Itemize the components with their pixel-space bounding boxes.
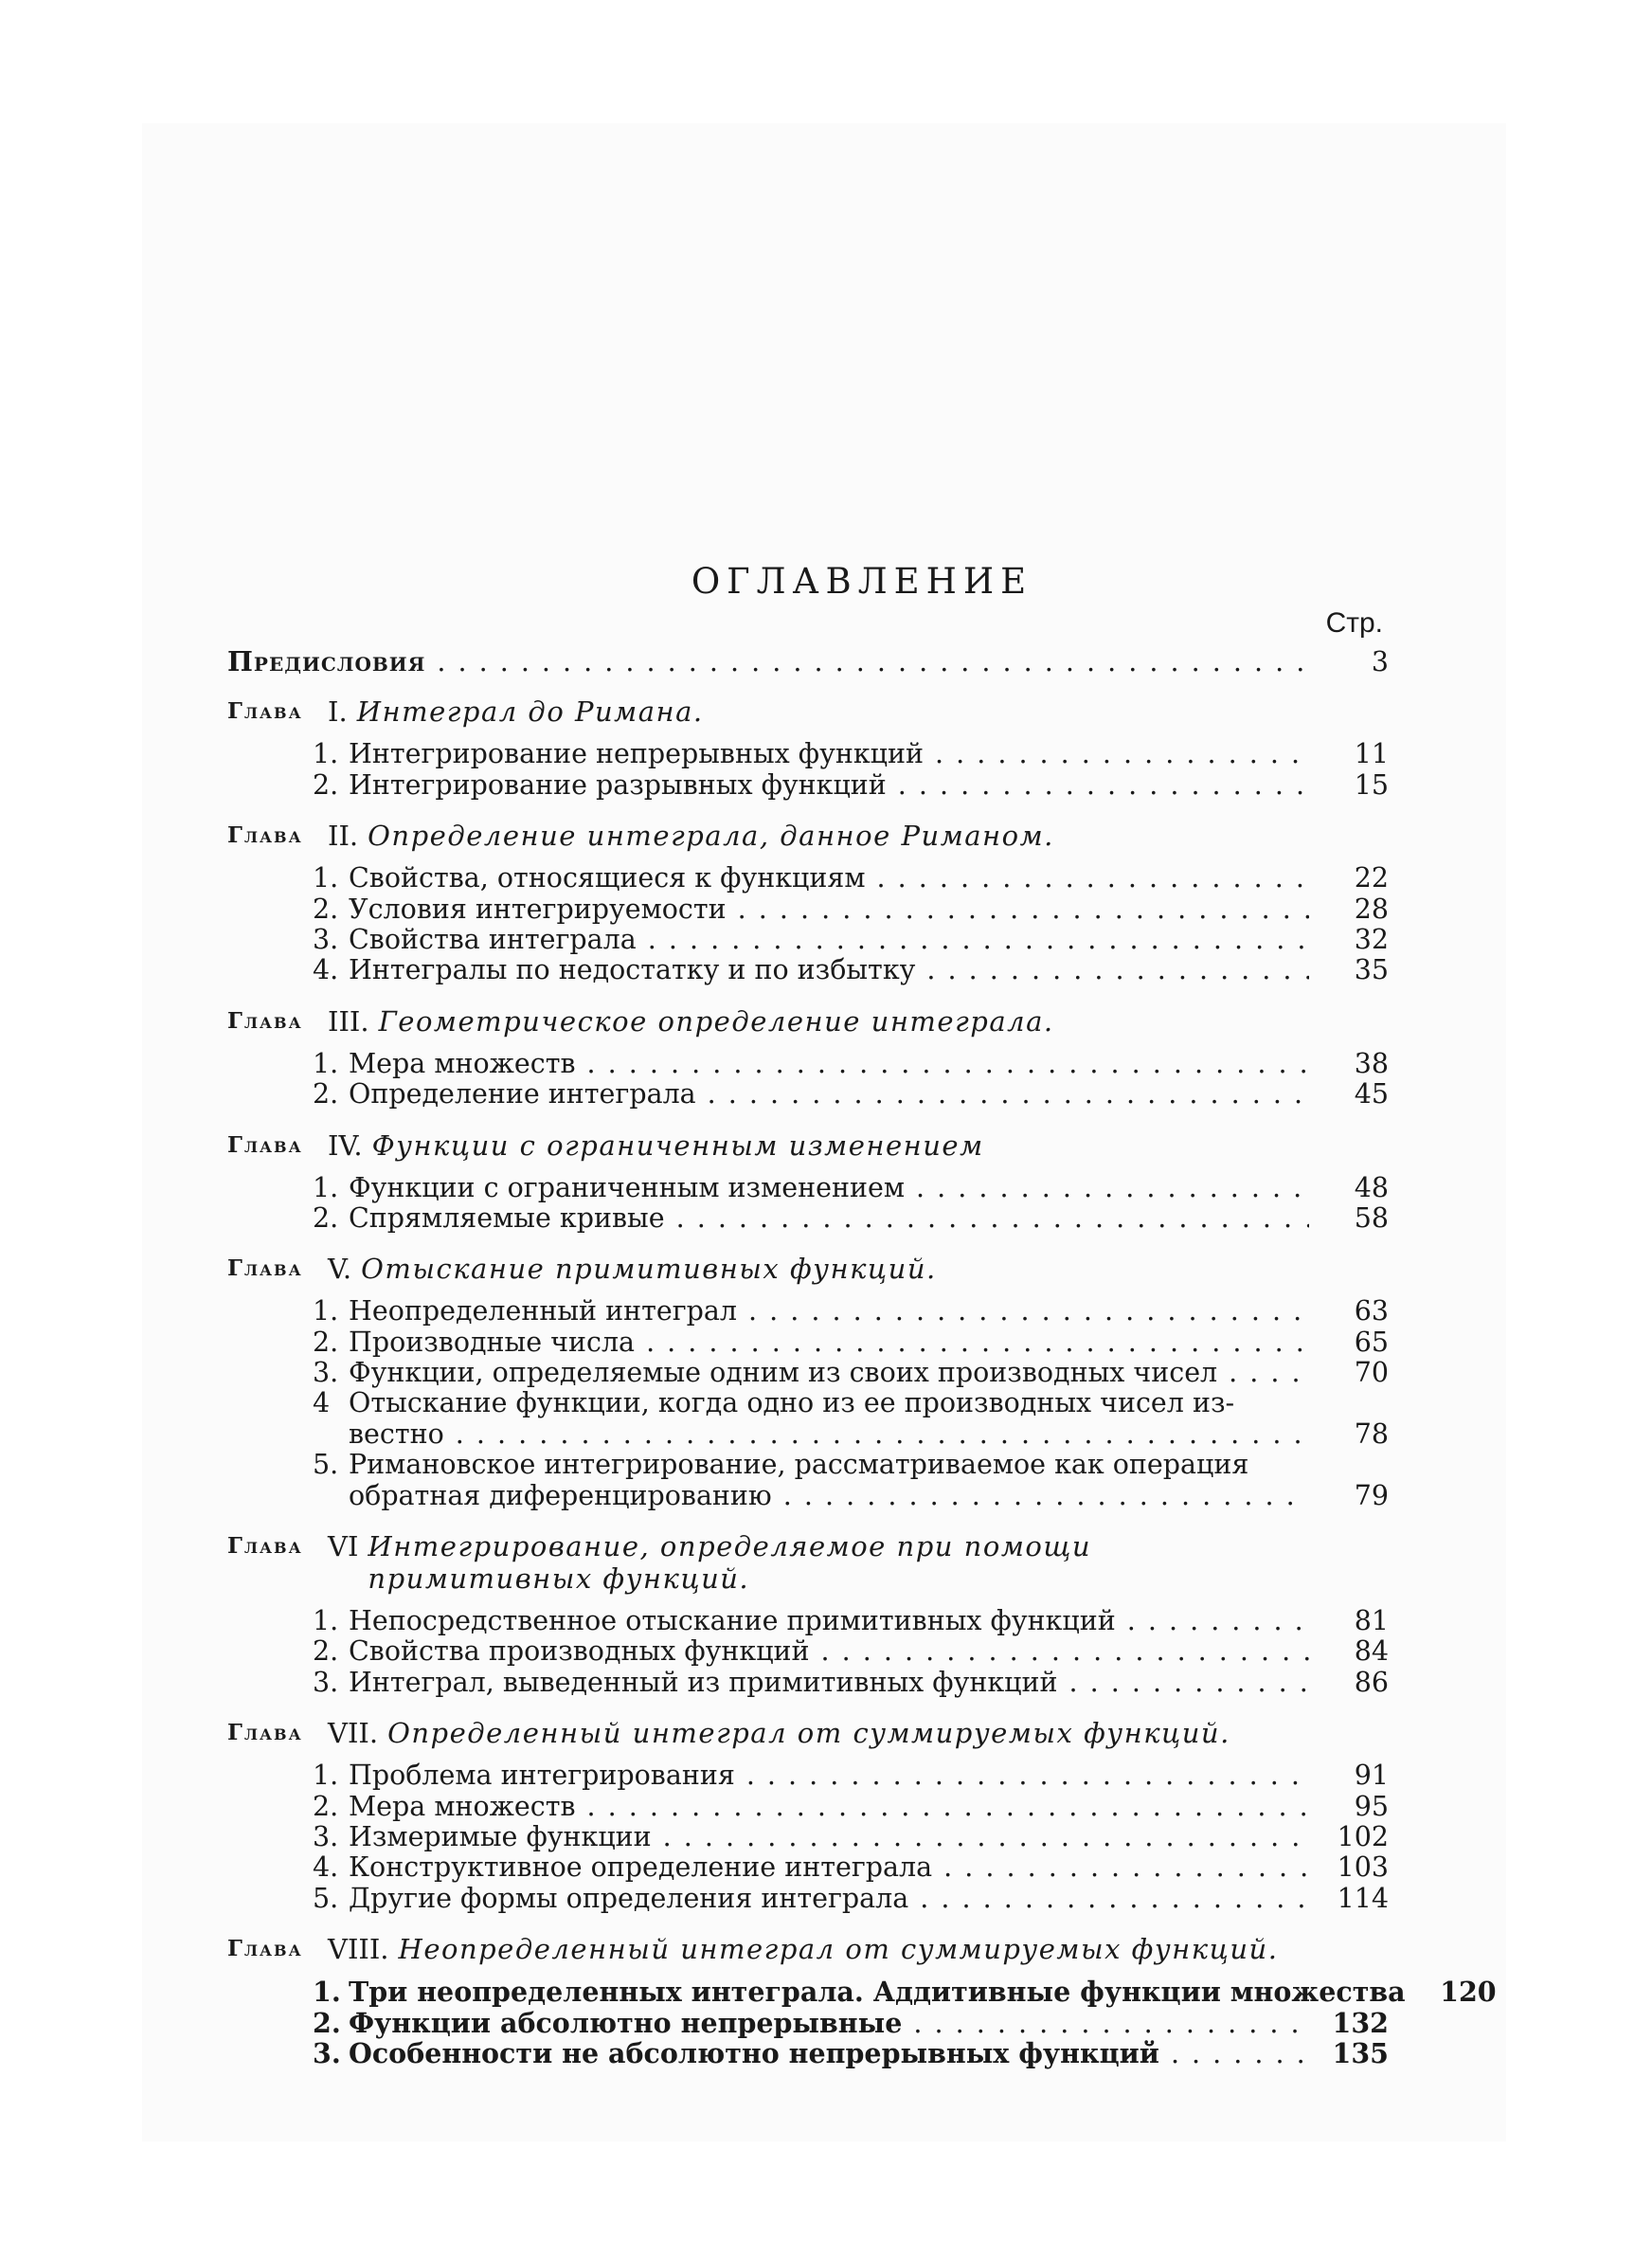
chapter-number: VI	[328, 1530, 359, 1563]
section-number: 2.	[313, 893, 339, 925]
section-number: 1.	[313, 1760, 339, 1792]
dot-leader	[1229, 1358, 1309, 1388]
page-column-label: Стр.	[1325, 607, 1383, 639]
chapter-word: Глава	[227, 1720, 303, 1746]
section-number: 2.	[313, 2006, 341, 2039]
section-number: 3.	[313, 1666, 339, 1698]
section-title: Измеримые функции	[349, 1820, 652, 1852]
section-title: Отыскание функции, когда одно из ее производных чисел из-	[349, 1387, 1235, 1419]
page-number: 38	[1354, 1047, 1389, 1079]
chapter-1	[227, 695, 1392, 801]
dot-leader	[587, 1792, 1309, 1822]
section-number: 5.	[313, 1882, 339, 1914]
chapter-title: Отыскание примитивных функций.	[361, 1253, 937, 1286]
toc-entry[interactable]	[227, 1884, 1392, 1914]
section-number: 1.	[313, 862, 339, 894]
chapter-word: Глава	[227, 1255, 303, 1282]
chapter-heading[interactable]	[227, 1253, 1392, 1285]
chapter-number: III.	[328, 1004, 369, 1038]
page-number: 91	[1354, 1760, 1389, 1792]
section-number: 1.	[313, 1605, 339, 1637]
toc-entry[interactable]	[227, 955, 1392, 985]
chapter-heading[interactable]	[227, 1530, 1392, 1595]
page-number: 120	[1440, 1976, 1497, 2009]
dot-leader	[437, 647, 1309, 677]
chapter-4	[227, 1129, 1392, 1235]
section-title: Римановское интегрирование, рассматриваемое как операция	[349, 1449, 1249, 1481]
toc-entry-wrapped-first-line[interactable]	[227, 1388, 1392, 1418]
toc-entry[interactable]	[227, 1296, 1392, 1327]
toc-entry-wrapped-second-line[interactable]	[227, 1419, 1392, 1450]
page-number: 114	[1337, 1882, 1389, 1914]
section-number: 1.	[313, 738, 339, 770]
page-number: 95	[1354, 1790, 1389, 1822]
chapter-title: Геометрическое определение интеграла.	[378, 1004, 1054, 1038]
page-title: ОГЛАВЛЕНИЕ	[691, 561, 1033, 602]
dot-leader	[920, 1884, 1309, 1914]
section-title: Функции с ограниченным изменением	[349, 1171, 906, 1203]
toc-entry[interactable]	[227, 1079, 1392, 1110]
toc-entry[interactable]	[227, 1792, 1392, 1822]
dot-leader	[913, 2009, 1309, 2039]
chapter-heading[interactable]	[227, 1717, 1392, 1749]
section-title: Производные числа	[349, 1326, 636, 1358]
chapter-word: Глава	[227, 822, 303, 849]
chapter-word: Глава	[227, 1007, 303, 1034]
section-title: Свойства производных функций	[349, 1635, 810, 1668]
chapter-title: Интеграл до Римана.	[356, 695, 704, 729]
dot-leader	[748, 1296, 1309, 1327]
chapter-heading[interactable]	[227, 1005, 1392, 1038]
toc-entry[interactable]	[227, 1358, 1392, 1388]
section-title: Три неопределенных интеграла. Аддитивные функции множества	[349, 1976, 1406, 2009]
toc-entry[interactable]	[227, 1327, 1392, 1358]
toc-entry[interactable]	[227, 925, 1392, 955]
toc-entry-wrapped-second-line[interactable]	[227, 1481, 1392, 1511]
section-number: 5.	[313, 1449, 339, 1481]
preface-label: Предисловия	[227, 645, 426, 677]
section-number: 2.	[313, 1635, 339, 1668]
chapter-8	[227, 1933, 1497, 2069]
section-title: Спрямляемые кривые	[349, 1201, 665, 1234]
toc-entry[interactable]	[227, 1976, 1497, 2009]
page-number: 132	[1332, 2006, 1389, 2039]
section-title: Интегралы по недостатку и по избытку	[349, 954, 916, 986]
dot-leader	[648, 925, 1309, 955]
section-number: 3.	[313, 2036, 341, 2069]
chapter-number: II.	[328, 820, 359, 853]
toc-entry[interactable]	[227, 770, 1392, 801]
chapter-heading[interactable]	[227, 1933, 1392, 1965]
dot-leader	[676, 1203, 1309, 1234]
page-number: 11	[1354, 738, 1389, 770]
dot-leader	[877, 863, 1310, 894]
section-number: 2.	[313, 1326, 339, 1358]
dot-leader	[935, 739, 1309, 769]
chapter-number: I.	[328, 695, 348, 729]
chapter-6	[227, 1530, 1392, 1698]
dot-leader	[1171, 2039, 1309, 2069]
page-number: 32	[1354, 923, 1389, 955]
section-number: 3.	[313, 1820, 339, 1852]
section-title-continued: обратная диференцированию	[349, 1479, 772, 1511]
section-number: 2.	[313, 1078, 339, 1110]
section-title: Особенности не абсолютно непрерывных функций	[349, 2036, 1159, 2069]
page-number: 103	[1337, 1851, 1389, 1884]
section-number: 3.	[313, 923, 339, 955]
dot-leader	[783, 1481, 1309, 1511]
section-number: 1.	[313, 1171, 339, 1203]
section-number: 3.	[313, 1357, 339, 1389]
page-number: 48	[1354, 1171, 1389, 1203]
toc-entry[interactable]	[227, 2038, 1392, 2068]
chapter-heading[interactable]	[227, 820, 1392, 852]
section-title: Условия интегрируемости	[349, 893, 727, 925]
section-number: 4	[313, 1387, 331, 1419]
toc-entry[interactable]	[227, 894, 1392, 925]
section-title: Конструктивное определение интеграла	[349, 1851, 933, 1884]
dot-leader	[1068, 1668, 1309, 1698]
chapter-heading[interactable]	[227, 695, 1392, 728]
toc-entry[interactable]	[227, 1606, 1392, 1636]
chapter-word: Глава	[227, 1131, 303, 1158]
chapter-word: Глава	[227, 698, 303, 725]
section-number: 1.	[313, 1047, 339, 1079]
section-number: 4.	[313, 1851, 339, 1884]
page-number: 28	[1354, 893, 1389, 925]
dot-leader	[587, 1049, 1309, 1079]
page-number: 65	[1354, 1326, 1389, 1358]
page-number: 58	[1354, 1201, 1389, 1234]
dot-leader	[708, 1079, 1309, 1110]
section-title: Свойства интеграла	[349, 923, 637, 955]
chapter-2	[227, 820, 1392, 986]
chapter-title: Определенный интеграл от суммируемых функций.	[387, 1717, 1230, 1750]
dot-leader	[456, 1419, 1309, 1450]
toc-entry[interactable]	[227, 1173, 1392, 1203]
toc-entry[interactable]	[227, 1636, 1392, 1667]
section-title: Непосредственное отыскание примитивных функций	[349, 1605, 1116, 1637]
chapter-number: IV.	[328, 1128, 363, 1162]
section-title: Интегрирование непрерывных функций	[349, 738, 924, 770]
toc-entry[interactable]	[227, 1668, 1392, 1698]
page-number: 70	[1354, 1357, 1389, 1389]
chapter-title: Интегрирование, определяемое при помощи примитивных функций.	[368, 1530, 1092, 1596]
section-title-continued: вестно	[349, 1417, 444, 1450]
page-number: 3	[1371, 646, 1389, 677]
page-number: 45	[1354, 1078, 1389, 1110]
toc-entry[interactable]	[227, 1049, 1392, 1079]
toc-entry[interactable]	[227, 1203, 1392, 1234]
dot-leader	[746, 1760, 1309, 1791]
section-number: 2.	[313, 1201, 339, 1234]
toc-entry[interactable]	[227, 863, 1392, 894]
section-title: Определение интеграла	[349, 1078, 696, 1110]
section-number: 1.	[313, 1976, 341, 2009]
toc-entry[interactable]	[227, 739, 1392, 769]
chapter-7	[227, 1717, 1392, 1914]
dot-leader	[943, 1852, 1309, 1883]
section-title: Интеграл, выведенный из примитивных функций	[349, 1666, 1058, 1698]
toc-entry[interactable]	[227, 1822, 1392, 1852]
dot-leader	[663, 1822, 1309, 1852]
chapter-number: VII.	[328, 1717, 379, 1750]
chapter-heading[interactable]	[227, 1129, 1392, 1162]
chapter-title: Неопределенный интеграл от суммируемых функций.	[398, 1933, 1279, 1966]
chapter-title: Функции с ограниченным изменением	[371, 1128, 984, 1162]
dot-leader	[916, 1173, 1309, 1203]
page-number: 102	[1337, 1820, 1389, 1852]
toc-entry-preface[interactable]	[227, 646, 1392, 677]
dot-leader	[926, 955, 1309, 985]
toc-entry[interactable]	[227, 2008, 1392, 2038]
chapter-3	[227, 1005, 1392, 1110]
page-number: 35	[1354, 954, 1389, 986]
chapter-word: Глава	[227, 1936, 303, 1962]
page-number: 79	[1354, 1479, 1389, 1511]
section-title: Свойства, относящиеся к функциям	[349, 862, 866, 894]
toc-entry-wrapped-first-line[interactable]	[227, 1450, 1392, 1480]
toc-entry[interactable]	[227, 1760, 1392, 1791]
chapter-word: Глава	[227, 1533, 303, 1560]
table-of-contents	[227, 559, 1497, 2087]
section-title: Проблема интегрирования	[349, 1760, 735, 1792]
section-title: Мера множеств	[349, 1790, 576, 1822]
chapter-number: V.	[328, 1253, 352, 1286]
toc-entry[interactable]	[227, 1852, 1392, 1883]
dot-leader	[1127, 1606, 1309, 1636]
dot-leader	[898, 770, 1309, 801]
section-title: Интегрирование разрывных функций	[349, 768, 887, 801]
page-number: 86	[1354, 1666, 1389, 1698]
chapter-5	[227, 1253, 1392, 1511]
section-number: 1.	[313, 1295, 339, 1327]
page-number: 15	[1354, 768, 1389, 801]
page-number: 63	[1354, 1295, 1389, 1327]
section-title: Функции абсолютно непрерывные	[349, 2006, 903, 2039]
page-number: 78	[1354, 1417, 1389, 1450]
section-number: 2.	[313, 1790, 339, 1822]
section-title: Другие формы определения интеграла	[349, 1882, 909, 1914]
chapter-number: VIII.	[328, 1933, 389, 1966]
section-number: 4.	[313, 954, 339, 986]
page-number: 84	[1354, 1635, 1389, 1668]
section-title: Мера множеств	[349, 1047, 576, 1079]
chapter-title: Определение интеграла, данное Риманом.	[368, 820, 1054, 853]
section-title: Функции, определяемые одним из своих производных чисел	[349, 1357, 1218, 1389]
page-number: 22	[1354, 862, 1389, 894]
dot-leader	[821, 1636, 1309, 1667]
page-number: 81	[1354, 1605, 1389, 1637]
section-number: 2.	[313, 768, 339, 801]
page-number: 135	[1332, 2036, 1389, 2069]
dot-leader	[738, 894, 1309, 925]
section-title: Неопределенный интеграл	[349, 1295, 737, 1327]
dot-leader	[646, 1327, 1309, 1358]
